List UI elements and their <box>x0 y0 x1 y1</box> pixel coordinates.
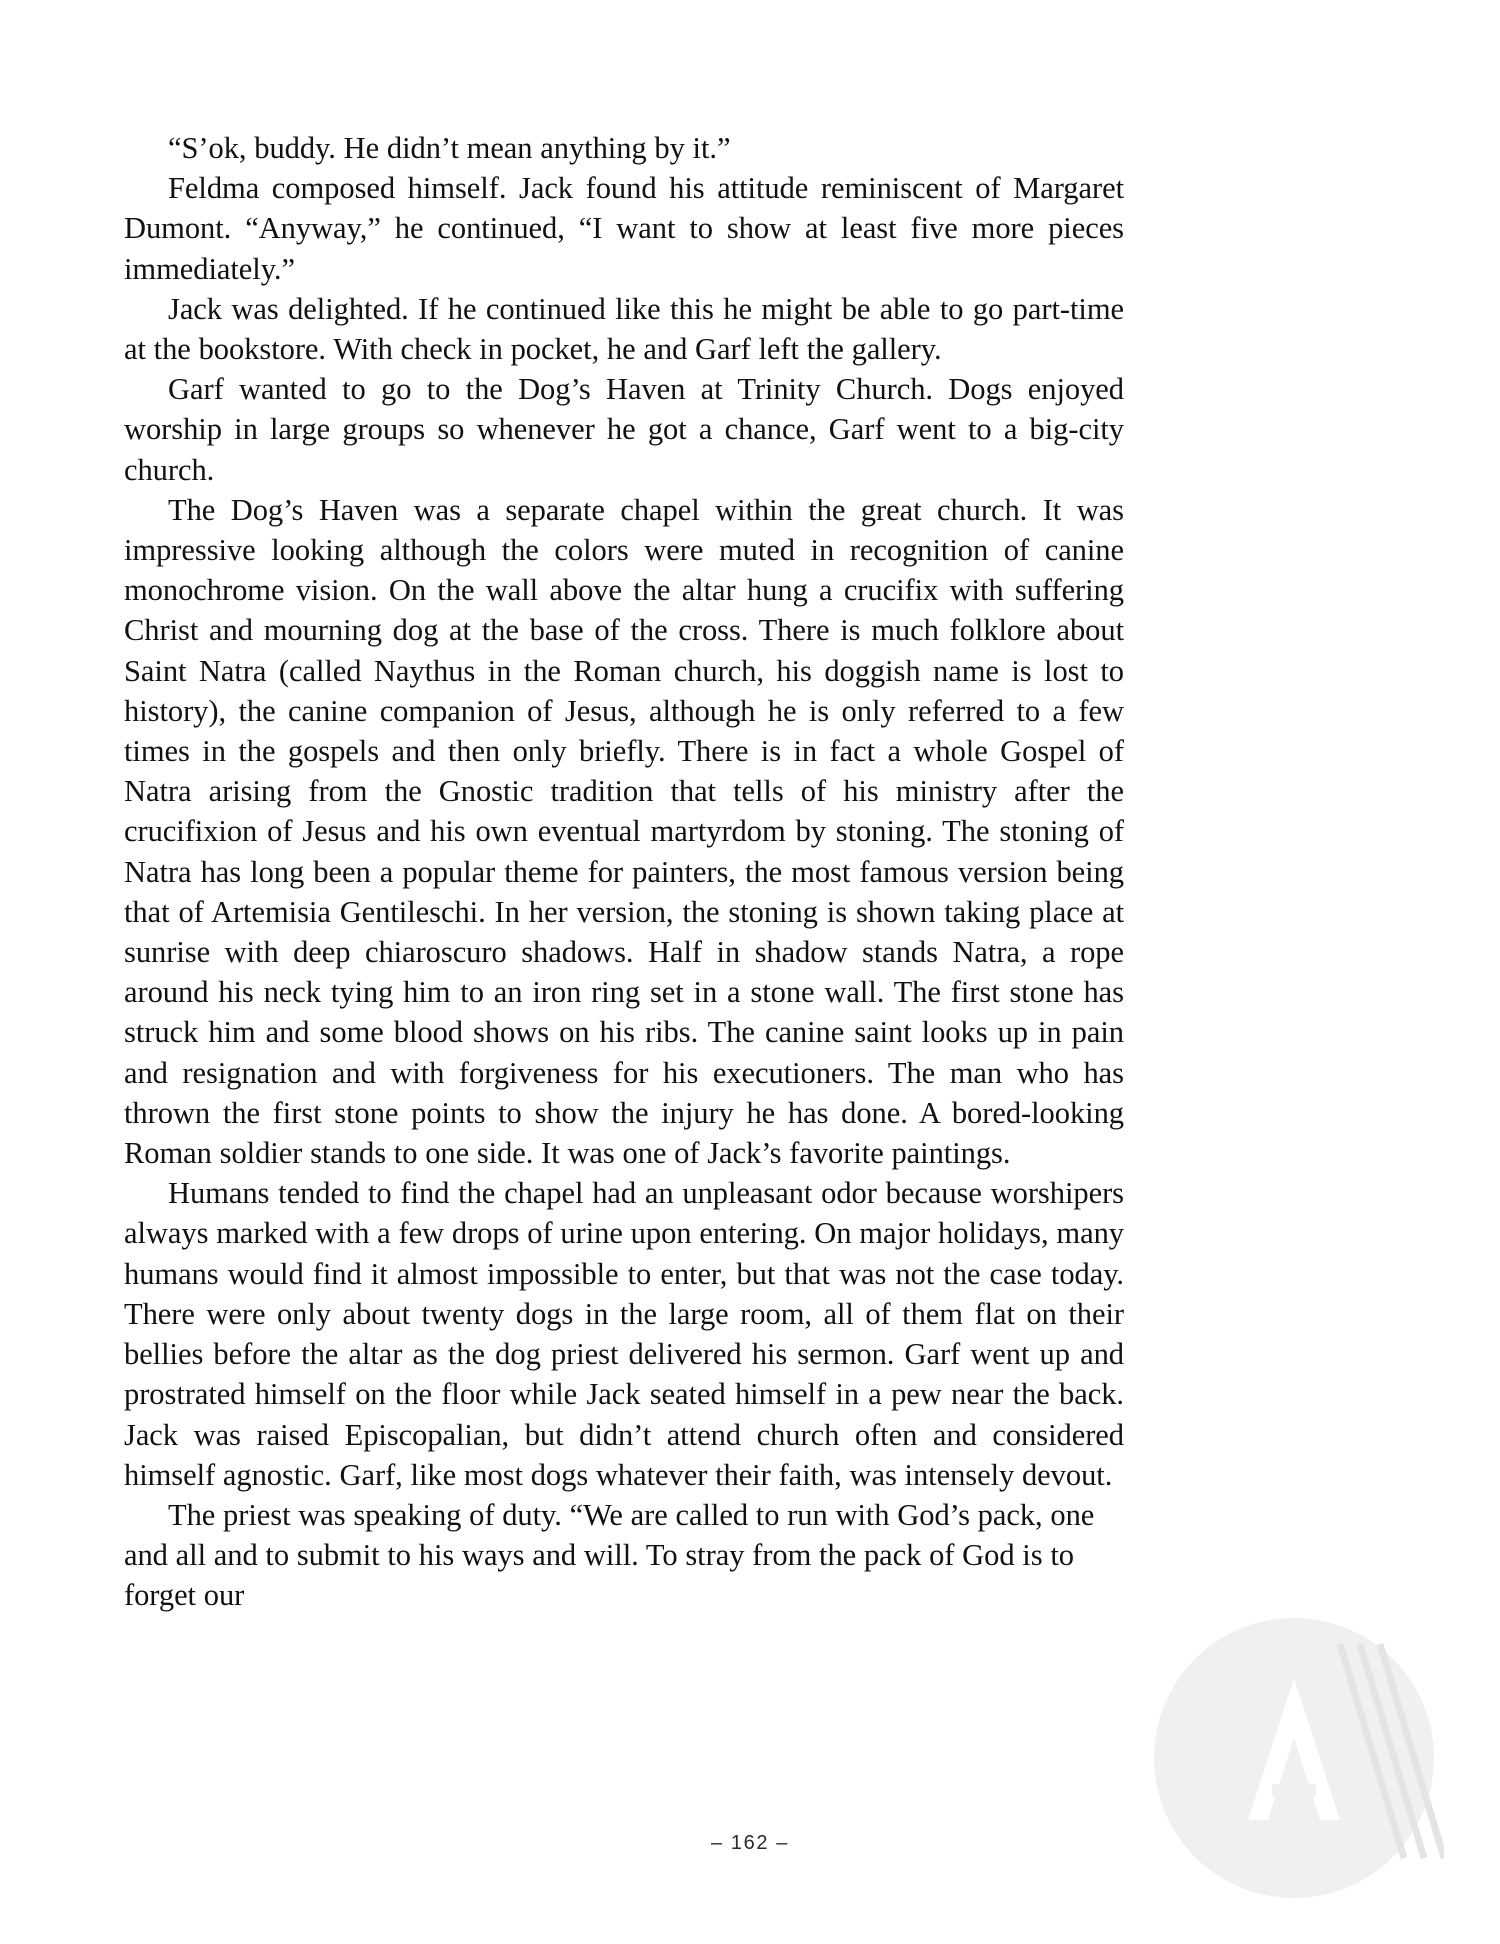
publisher-logo-watermark <box>1144 1608 1444 1908</box>
paragraph: The priest was speaking of duty. “We are called to run with God’s pack, one and all and to submit to his ways and will. To stray from the pack of God is to forget our <box>124 1497 1095 1613</box>
page-number: – 162 – <box>711 1832 789 1854</box>
paragraph: The Dog’s Haven was a separate chapel within the great church. It was impressive looking although the colors were muted in recognition of canine monochrome vision. On the wall above the altar hung a crucifix with suffering Christ and mourning dog at the base of the cross. There is much folklore about Saint Natra (called Naythus in the Roman church, his doggish name is lost to history), the canine companion of Jesus, although he is only referred to a few times in the gospels and then only briefly. There is in fact a whole Gospel of Natra arising from the Gnostic tradition that tells of his ministry after the crucifixion of Jesus and his own eventual martyrdom by stoning. The stoning of Natra has long been a popular theme for painters, the most famous version being that of Artemisia Gentileschi. In her version, the stoning is shown taking place at sunrise with deep chiaroscuro shadows. Half in shadow stands Natra, a rope around his neck tying him to an iron ring set in a stone wall. The first stone has struck him and some blood shows on his ribs. The canine saint looks up in pain and resignation and with forgiveness for his executioners. The man who has thrown the first stone points to show the injury he has done. A bored-looking Roman soldier stands to one side. It was one of Jack’s favorite paintings. <box>124 492 1124 1171</box>
paragraph: Garf wanted to go to the Dog’s Haven at Trinity Church. Dogs enjoyed worship in large groups so whenever he got a chance, Garf went to a big-city church. <box>124 372 1124 487</box>
paragraph: Humans tended to find the chapel had an unpleasant odor because worshipers always marked with a few drops of urine upon entering. On major holidays, many humans would find it almost impossible to enter, but that was not the case today. There were only about twenty dogs in the large room, all of them flat on their bellies before the altar as the dog priest delivered his sermon. Garf went up and prostrated himself on the floor while Jack seated himself in a pew near the back. Jack was raised Episcopalian, but didn’t attend church often and considered himself agnostic. Garf, like most dogs whatever their faith, was intensely devout. <box>124 1176 1124 1492</box>
paragraph: Jack was delighted. If he continued like this he might be able to go part-time at the bookstore. With check in pocket, he and Garf left the gallery. <box>124 291 1124 367</box>
paragraph: Feldma composed himself. Jack found his attitude reminiscent of Margaret Dumont. “Anyway,” he continued, “I want to show at least five more pieces immediately.” <box>124 171 1124 286</box>
paragraph: “S’ok, buddy. He didn’t mean anything by it.” <box>168 131 731 165</box>
page-text-column <box>124 128 1124 1616</box>
